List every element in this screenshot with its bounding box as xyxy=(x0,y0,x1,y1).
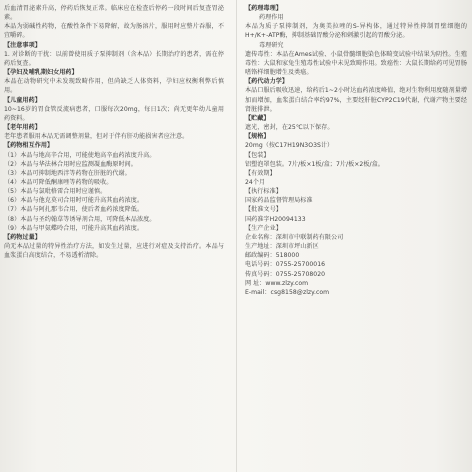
standard-label: 【执行标准】 xyxy=(245,188,282,196)
approval-label: 【批准文号】 xyxy=(245,206,282,214)
interaction-heading: 【药物相互作用】 xyxy=(4,142,54,150)
fold-line xyxy=(236,0,237,472)
children-heading: 【儿童用药】 xyxy=(4,96,41,104)
validity-label: 【有效期】 xyxy=(245,169,276,177)
pregnancy-text: 本品在动物研究中未发现致畸作用，但尚缺乏人体资料，孕妇应权衡利弊后慎用。 xyxy=(4,78,224,95)
fax-number: 传真号码：0755-25708020 xyxy=(245,270,326,278)
website: 网 址：www.zlzy.com xyxy=(245,279,309,287)
overdose-text: 尚无本品过量的特异性治疗方法，如发生过量，应进行对症及支持治疗。本品与血浆蛋白高度结合，不易透析清除。 xyxy=(4,243,224,260)
storage-text: 遮光，密封，在25℃以下保存。 xyxy=(245,124,334,132)
pharmacology-subheading: 药理作用 xyxy=(259,14,284,22)
interaction-item: （3）本品可抑制地西泮等药物在肝脏的代谢。 xyxy=(4,169,131,177)
notes-text: 1. 对诊断的干扰：以前曾使用质子泵抑制剂（含本品）长期治疗的患者，需在停药后复查。 xyxy=(4,50,224,67)
company-label: 【生产企业】 xyxy=(245,224,282,232)
intro-text-2: 本品为弱碱性药物，在酸性条件下易降解，故为肠溶片，服用时应整片吞服，不宜嚼碎。 xyxy=(4,23,224,40)
elderly-text: 老年患者服用本品无需调整剂量，但对于伴有肝功能损害者应注意。 xyxy=(4,133,189,141)
interaction-item: （9）本品与甲氨蝶呤合用，可能升高其血药浓度。 xyxy=(4,224,144,232)
interaction-item: （6）本品与他克莫司合用时可能升高其血药浓度。 xyxy=(4,197,144,205)
storage-heading: 【贮藏】 xyxy=(245,114,270,122)
interaction-item: （7）本品与阿扎那韦合用，使后者血药浓度降低。 xyxy=(4,206,144,214)
pregnancy-heading: 【孕妇及哺乳期妇女用药】 xyxy=(4,69,78,77)
pharmacology-text: 本品为质子泵抑制剂，为奥美拉唑的S-异构体，通过特异性抑制胃壁细胞的H+/K+-ATP酶，抑制基础胃酸分泌和刺激引起的胃酸分泌。 xyxy=(245,23,467,40)
pharmacokinetics-heading: 【药代动力学】 xyxy=(245,78,289,86)
children-text: 10~16岁的胃食管反流病患者，口服每次20mg，每日1次；尚无更年幼儿童用药资料。 xyxy=(4,105,224,122)
pharmacokinetics-text: 本品口服后吸收迅速，给药后1~2小时达血药浓度峰值，绝对生物利用度随剂量增加而增加，血浆蛋白结合率约97%，主要经肝脏CYP2C19代谢，代谢产物主要经肾脏排泄。 xyxy=(245,87,467,113)
elderly-heading: 【老年用药】 xyxy=(4,124,41,132)
notes-heading: 【注意事项】 xyxy=(4,41,41,49)
company-address: 生产地址：深圳市坪山新区 xyxy=(245,243,319,251)
pharmacology-heading: 【药理毒理】 xyxy=(245,5,282,12)
toxicology-text: 遗传毒性：本品在Ames试验、小鼠骨髓细胞染色体畸变试验中结果为阴性。生殖毒性：大鼠和家兔生殖毒性试验中未见致畸作用。致癌性：大鼠长期给药可见胃肠嗜铬样细胞增生及类癌。 xyxy=(245,50,467,77)
interaction-item: （4）本品可降低酮康唑等药物的吸收。 xyxy=(4,178,113,186)
package-value: 铝塑泡罩包装。7片/板×1板/盒；7片/板×2板/盒。 xyxy=(245,160,384,168)
validity-value: 24个月 xyxy=(245,178,266,186)
interaction-item: （2）本品与华法林合用时应监测凝血酶原时间。 xyxy=(4,160,137,168)
overdose-heading: 【药物过量】 xyxy=(4,233,41,241)
right-column xyxy=(245,4,467,297)
email: E-mail：csg8158@zlzy.com xyxy=(245,288,330,296)
interaction-item: （8）本品与圣约翰草等诱导剂合用，可降低本品浓度。 xyxy=(4,215,156,223)
toxicology-subheading: 毒理研究 xyxy=(259,41,284,49)
standard-value: 国家药品监督管理局标准 xyxy=(245,197,313,205)
interaction-item: （5）本品与氯吡格雷合用时应谨慎。 xyxy=(4,188,107,196)
spec-text: 20mg（按C17H19N3O3S计） xyxy=(245,142,334,150)
left-column xyxy=(4,4,224,260)
interaction-item: （1）本品与地高辛合用，可能使地高辛血药浓度升高。 xyxy=(4,151,156,159)
phone-number: 电话号码：0755-25700016 xyxy=(245,261,326,269)
spec-heading: 【规格】 xyxy=(245,133,270,141)
intro-text: 后血清胃泌素升高，停药后恢复正常。临床应在检查后停药一段时间后复查胃泌素。 xyxy=(4,5,224,22)
package-label: 【包装】 xyxy=(245,151,270,159)
company-name: 企业名称：深圳市中联制药有限公司 xyxy=(245,233,344,241)
postcode: 邮政编码：518000 xyxy=(245,252,300,260)
approval-value: 国药准字H20094133 xyxy=(245,215,306,223)
